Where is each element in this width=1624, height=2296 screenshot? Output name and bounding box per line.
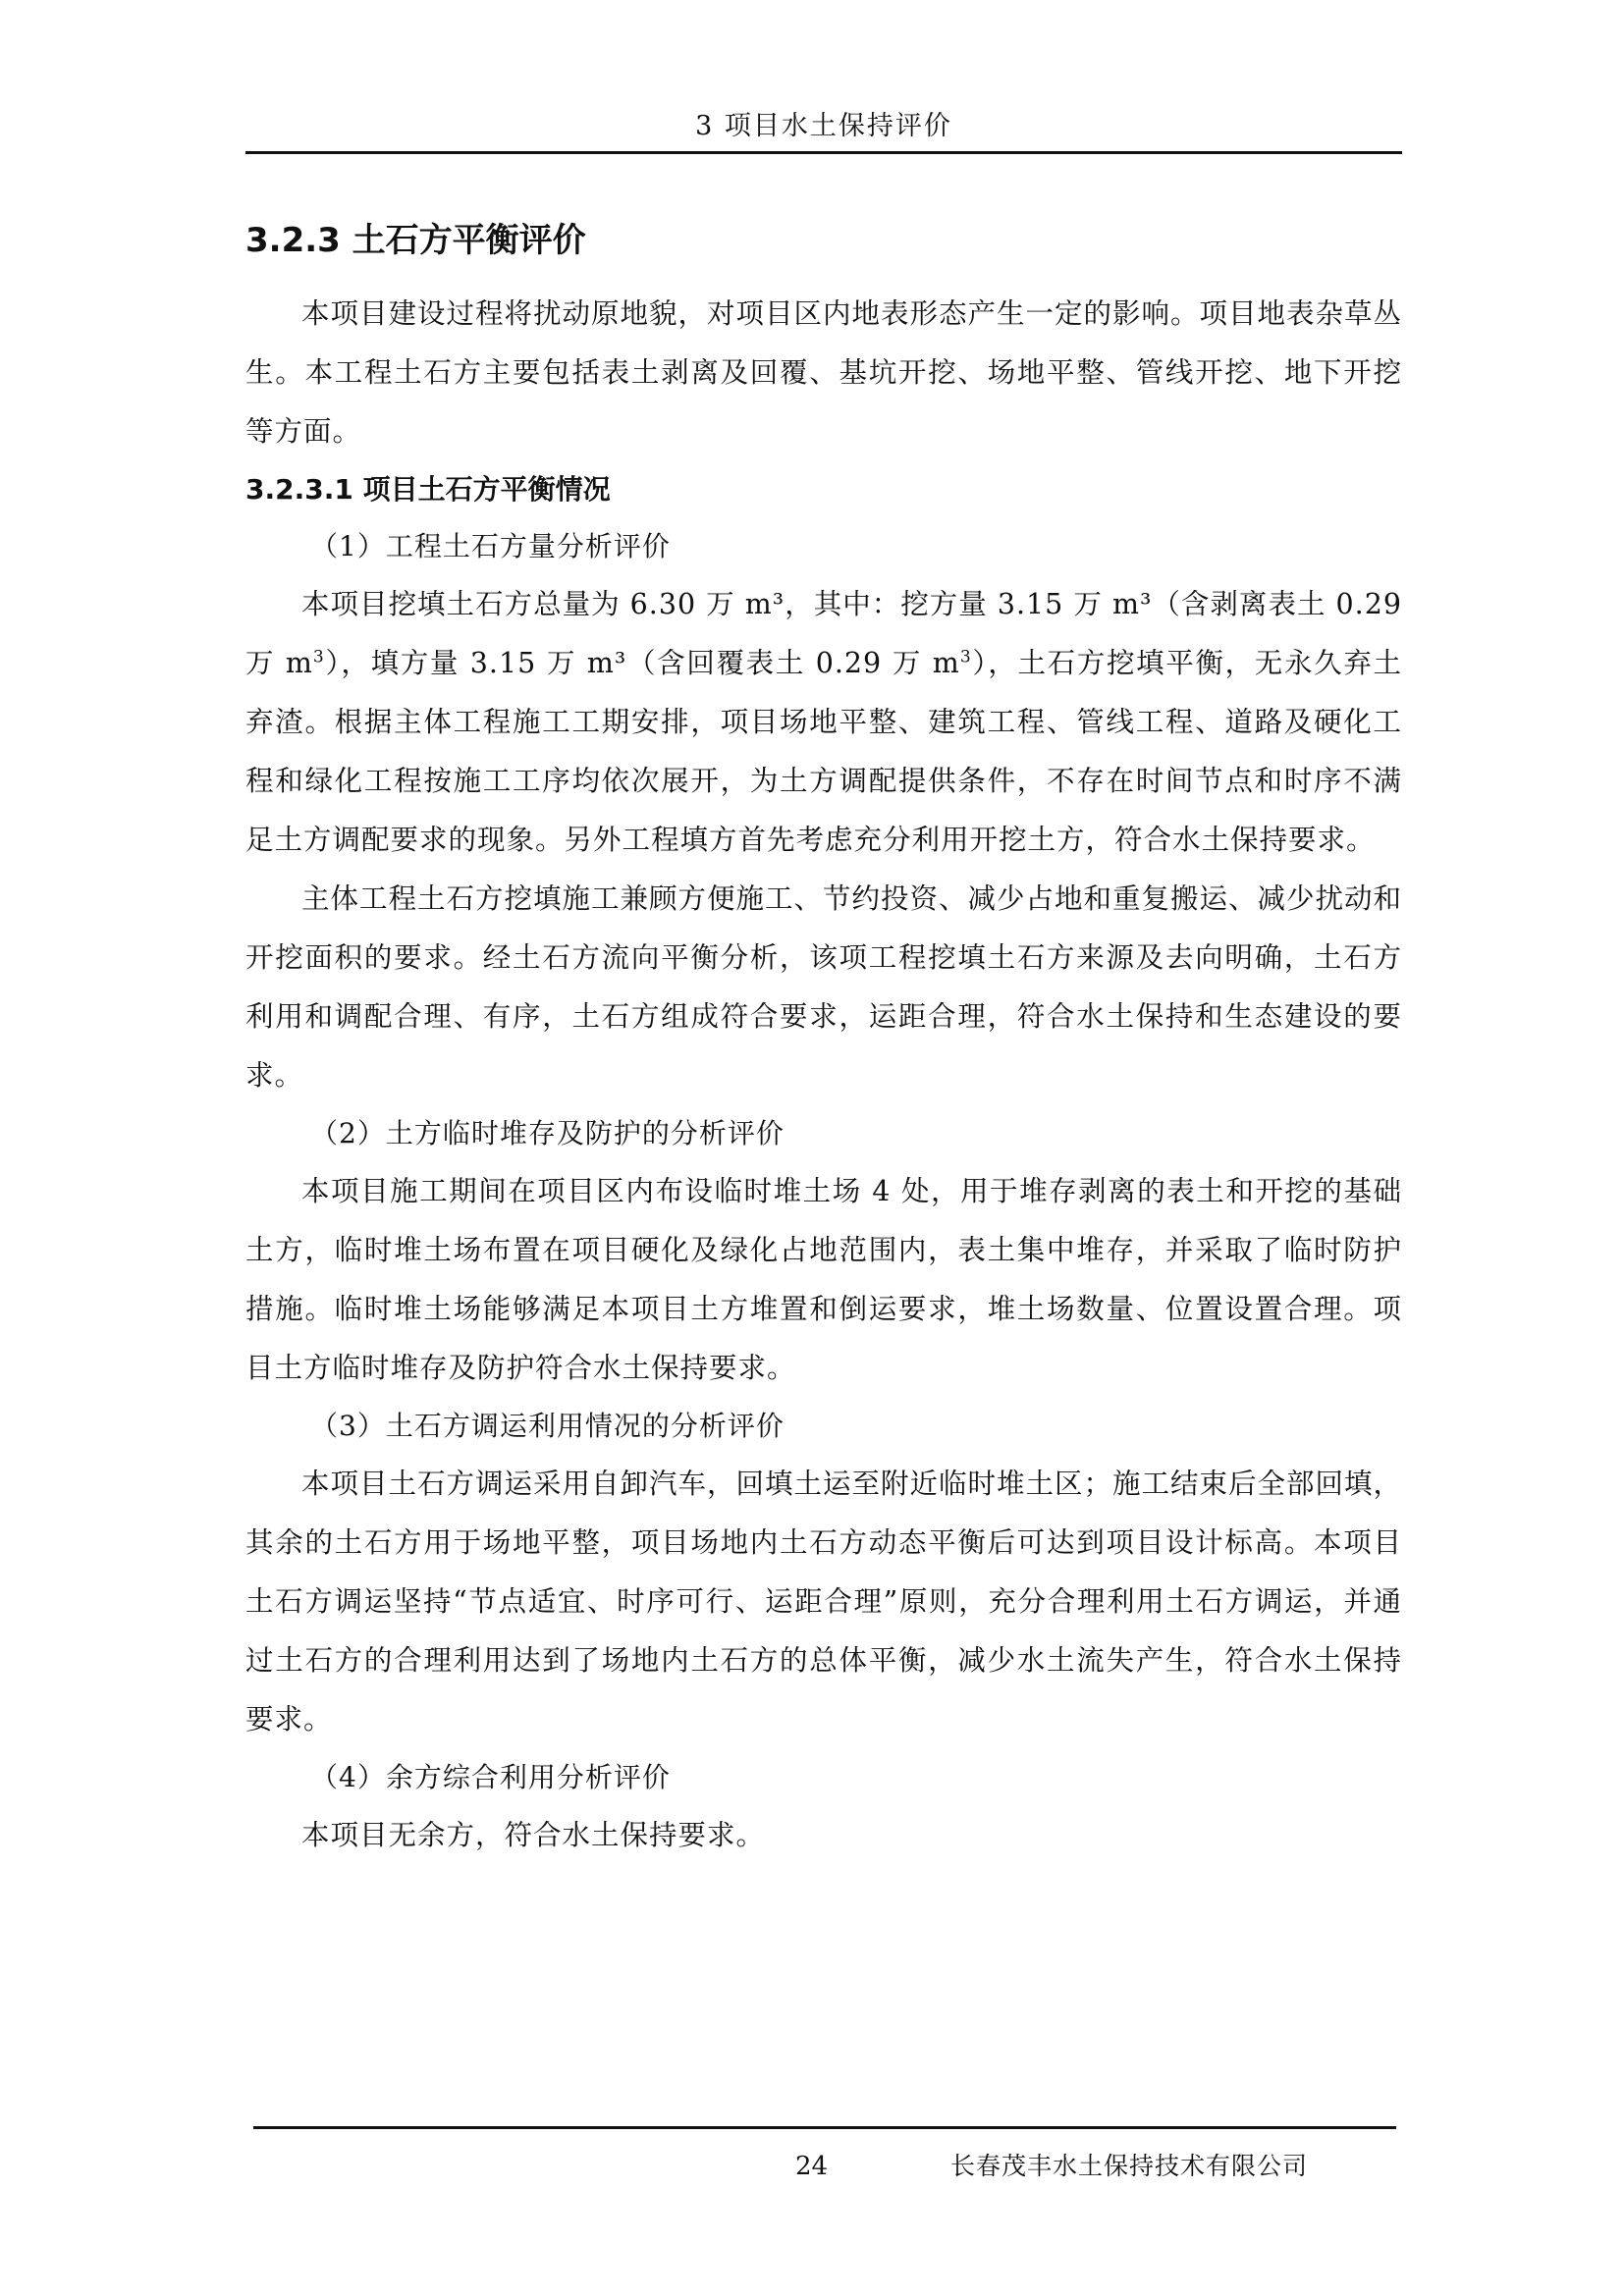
header-rule	[245, 151, 1402, 154]
item1-text-c: ），土石方挖填平衡，无永久弃土弃渣。根据主体工程施工工期安排，项目场地平整、建筑工程、管线工程、道路及硬化工程和绿化工程按施工工序均依次展开，为土方调配提供条件，不存在时间节点和时序不满足土方调配要求的现象。另外工程填方首先考虑充分利用开挖土方，符合水土保持要求。	[245, 647, 1402, 856]
item3-title: （3）土石方调运利用情况的分析评价	[310, 1410, 785, 1442]
item2-title: （2）土方临时堆存及防护的分析评价	[310, 1117, 785, 1149]
superscript-3: 3	[312, 647, 325, 667]
page-body	[245, 196, 1402, 1865]
item4-paragraph: 本项目无余方，符合水土保持要求。	[301, 1819, 766, 1851]
superscript-3: 3	[959, 647, 972, 667]
item1-text-b: ），填方量 3.15 万 m³（含回覆表土 0.29 万 m	[324, 647, 960, 679]
item1-text-a: 本项目挖填土石方总量为 6.30 万 m³，其中：挖方量 3.15 万 m³（含剥离表土 0.29 万 m	[245, 588, 1402, 679]
item1-paragraph-1	[245, 575, 1402, 870]
intro-paragraph: 本项目建设过程将扰动原地貌，对项目区内地表形态产生一定的影响。项目地表杂草丛生。本工程土石方主要包括表土剥离及回覆、基坑开挖、场地平整、管线开挖、地下开挖等方面。	[245, 297, 1403, 448]
item1-title: （1）工程土石方量分析评价	[310, 530, 671, 562]
item4-title: （4）余方综合利用分析评价	[310, 1761, 671, 1793]
subsection-heading: 3.2.3.1 项目土石方平衡情况	[245, 473, 611, 506]
company-name: 长春茂丰水土保持技术有限公司	[950, 2152, 1309, 2180]
running-header: 3 项目水土保持评价	[695, 111, 952, 141]
item3-paragraph: 本项目土石方调运采用自卸汽车，回填土运至附近临时堆土区；施工结束后全部回填，其余的土石方用于场地平整，项目场地内土石方动态平衡后可达到项目设计标高。本项目土石方调运坚持“节点适宜、时序可行、运距合理”原则，充分合理利用土石方调运，并通过土石方的合理利用达到了场地内土石方的总体平衡，减少水土流失产生，符合水土保持要求。	[245, 1468, 1403, 1735]
footer-rule	[253, 2126, 1396, 2129]
item1-paragraph-2: 主体工程土石方挖填施工兼顾方便施工、节约投资、减少占地和重复搬运、减少扰动和开挖面积的要求。经土石方流向平衡分析，该项工程挖填土石方来源及去向明确，土石方利用和调配合理、有序，土石方组成符合要求，运距合理，符合水土保持和生态建设的要求。	[245, 882, 1403, 1092]
page-number: 24	[795, 2152, 829, 2181]
item2-paragraph: 本项目施工期间在项目区内布设临时堆土场 4 处，用于堆存剥离的表土和开挖的基础土方，临时堆土场布置在项目硬化及绿化占地范围内，表土集中堆存，并采取了临时防护措施。临时堆土场能够满足本项目土方堆置和倒运要求，堆土场数量、位置设置合理。项目土方临时堆存及防护符合水土保持要求。	[245, 1175, 1402, 1384]
section-heading: 3.2.3 土石方平衡评价	[245, 221, 586, 260]
